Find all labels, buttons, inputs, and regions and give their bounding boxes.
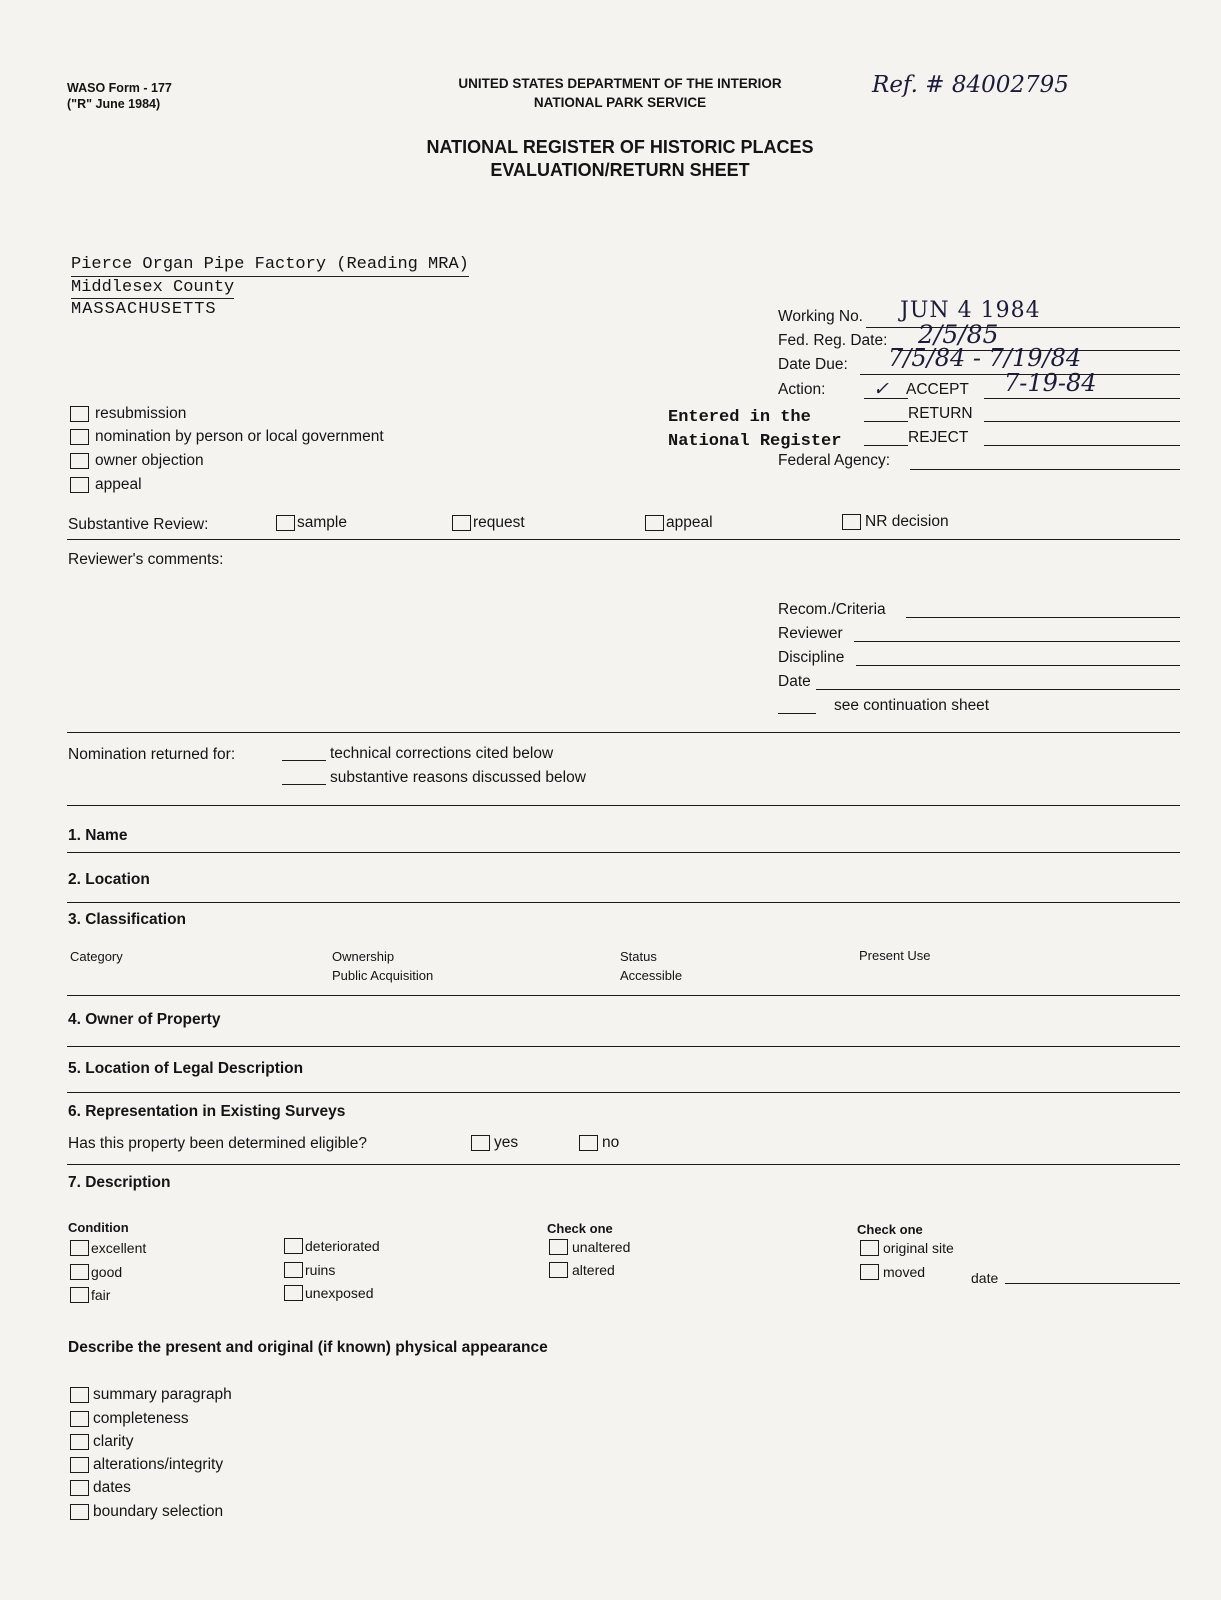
property-name: Pierce Organ Pipe Factory (Reading MRA) — [71, 254, 469, 277]
alterations-integrity-checkbox[interactable] — [70, 1457, 89, 1473]
condition-good-checkbox[interactable] — [70, 1264, 89, 1280]
condition-label: Condition — [68, 1220, 129, 1235]
form-date: ("R" June 1984) — [67, 97, 161, 111]
federal-agency-label: Federal Agency: — [778, 452, 891, 469]
condition-fair-checkbox[interactable] — [70, 1287, 89, 1303]
altered-label: altered — [572, 1262, 615, 1278]
unaltered-label: unaltered — [572, 1239, 631, 1255]
status-label: Status — [620, 949, 657, 964]
return-extra-line — [984, 421, 1180, 422]
review-sample-option[interactable] — [276, 514, 347, 532]
agency-header — [400, 74, 840, 112]
nomination-returned-label: Nomination returned for: — [68, 746, 236, 763]
completeness-checkbox[interactable] — [70, 1411, 89, 1427]
nomination-by-person-option[interactable] — [70, 428, 384, 446]
divider — [67, 732, 1180, 733]
nomination-by-person-checkbox[interactable] — [70, 429, 89, 445]
section-name-heading: 1. Name — [68, 827, 128, 844]
accept-mark: ✓ — [873, 378, 889, 400]
appeal-option[interactable] — [70, 476, 142, 494]
dates-label: dates — [93, 1479, 131, 1496]
continuation-label: see continuation sheet — [834, 697, 990, 714]
resubmission-label: resubmission — [95, 405, 187, 422]
title-line-2: EVALUATION/RETURN SHEET — [490, 160, 750, 180]
boundary-selection-checkbox[interactable] — [70, 1504, 89, 1520]
summary-paragraph-label: summary paragraph — [93, 1386, 232, 1403]
review-request-option[interactable] — [452, 514, 525, 532]
title-line-1: NATIONAL REGISTER OF HISTORIC PLACES — [426, 137, 814, 157]
eligible-no-label: no — [602, 1134, 620, 1151]
review-appeal-label: appeal — [666, 514, 713, 531]
moved-date-line — [1005, 1283, 1180, 1284]
eligible-yes-label: yes — [494, 1134, 519, 1151]
divider — [67, 1092, 1180, 1093]
boundary-selection-option[interactable] — [70, 1503, 223, 1521]
divider — [67, 852, 1180, 853]
clarity-checkbox[interactable] — [70, 1434, 89, 1450]
reviewer-comments-label: Reviewer's comments: — [68, 551, 224, 568]
department: UNITED STATES DEPARTMENT OF THE INTERIOR — [458, 76, 782, 91]
ownership-label: Ownership — [332, 949, 395, 964]
reject-extra-line — [984, 445, 1180, 446]
condition-ruins-option[interactable] — [284, 1262, 335, 1278]
reject-line — [864, 445, 908, 446]
review-nr-decision-option[interactable] — [842, 513, 949, 531]
property-block — [71, 254, 469, 321]
condition-deteriorated-checkbox[interactable] — [284, 1238, 303, 1254]
discipline-label: Discipline — [778, 649, 845, 666]
moved-date-label: date — [971, 1270, 999, 1286]
accept-label: ACCEPT — [906, 381, 969, 398]
service: NATIONAL PARK SERVICE — [533, 95, 707, 110]
accessible-label: Accessible — [620, 968, 683, 983]
ref-note: Ref. # 84002795 — [872, 72, 1069, 98]
reviewer-line — [854, 641, 1180, 642]
technical-line — [282, 760, 326, 761]
section-description-heading: 7. Description — [68, 1174, 171, 1191]
condition-unexposed-label: unexposed — [305, 1285, 374, 1301]
ownership-block — [332, 947, 433, 985]
describe-appearance-label: Describe the present and original (if known) physical appearance — [68, 1339, 548, 1356]
federal-agency-line — [910, 469, 1180, 470]
return-line — [864, 421, 908, 422]
eligible-yes-checkbox[interactable] — [471, 1135, 490, 1151]
return-label: RETURN — [908, 405, 973, 422]
unaltered-option[interactable] — [549, 1239, 630, 1255]
continuation-line — [778, 713, 816, 714]
condition-fair-option[interactable] — [70, 1287, 110, 1303]
completeness-label: completeness — [93, 1410, 189, 1427]
dates-checkbox[interactable] — [70, 1480, 89, 1496]
working-no-label: Working No. — [778, 308, 863, 325]
original-site-label: original site — [883, 1240, 954, 1256]
moved-label: moved — [883, 1264, 926, 1280]
eligible-yes-option[interactable] — [471, 1134, 518, 1152]
eligibility-question: Has this property been determined eligible? — [68, 1135, 367, 1152]
appeal-label: appeal — [95, 476, 142, 493]
divider — [67, 1164, 1180, 1165]
section-location-heading: 2. Location — [68, 871, 150, 888]
original-site-checkbox[interactable] — [860, 1240, 879, 1256]
dates-option[interactable] — [70, 1479, 131, 1497]
recom-criteria-line — [906, 617, 1180, 618]
stamp-line-2: National Register — [668, 432, 842, 451]
summary-paragraph-option[interactable] — [70, 1386, 232, 1404]
fed-reg-value: 2/5/85 — [918, 320, 999, 349]
form-id-block — [67, 80, 172, 112]
reject-label: REJECT — [908, 429, 969, 446]
discipline-line — [856, 665, 1180, 666]
date-line — [816, 689, 1180, 690]
original-site-option[interactable] — [860, 1240, 954, 1256]
nomination-by-person-label: nomination by person or local government — [95, 428, 384, 445]
section-legal-description-heading: 5. Location of Legal Description — [68, 1060, 304, 1077]
owner-objection-checkbox[interactable] — [70, 453, 89, 469]
condition-fair-label: fair — [91, 1287, 111, 1303]
condition-excellent-option[interactable] — [70, 1240, 146, 1256]
working-no-value: JUN 4 1984 — [900, 298, 1041, 323]
condition-ruins-label: ruins — [305, 1262, 336, 1278]
public-acquisition-label: Public Acquisition — [332, 968, 434, 983]
check-one-label-2: Check one — [857, 1222, 923, 1237]
resubmission-checkbox[interactable] — [70, 406, 89, 422]
present-use-label: Present Use — [859, 948, 931, 963]
recom-criteria-label: Recom./Criteria — [778, 601, 886, 618]
accept-date: 7-19-84 — [1004, 369, 1097, 397]
divider — [67, 995, 1180, 996]
review-request-label: request — [473, 514, 525, 531]
divider — [67, 1046, 1180, 1047]
appeal-checkbox[interactable] — [70, 477, 89, 493]
date-due-label: Date Due: — [778, 356, 848, 373]
owner-objection-option[interactable] — [70, 452, 204, 470]
condition-unexposed-checkbox[interactable] — [284, 1285, 303, 1301]
alterations-integrity-label: alterations/integrity — [93, 1456, 224, 1473]
category-label: Category — [70, 949, 123, 964]
completeness-option[interactable] — [70, 1410, 189, 1428]
property-state: MASSACHUSETTS — [71, 300, 217, 319]
condition-excellent-checkbox[interactable] — [70, 1240, 89, 1256]
entered-stamp — [668, 406, 841, 454]
moved-option[interactable] — [860, 1264, 925, 1280]
section-owner-heading: 4. Owner of Property — [68, 1011, 221, 1028]
accept-date-line — [984, 398, 1180, 399]
fed-reg-label: Fed. Reg. Date: — [778, 332, 888, 349]
review-sample-checkbox[interactable] — [276, 515, 295, 531]
check-one-label-1: Check one — [547, 1221, 613, 1236]
review-nr-decision-checkbox[interactable] — [842, 514, 861, 530]
condition-deteriorated-option[interactable] — [284, 1238, 380, 1254]
altered-checkbox[interactable] — [549, 1262, 568, 1278]
review-appeal-checkbox[interactable] — [645, 515, 664, 531]
review-nr-decision-label: NR decision — [865, 513, 949, 530]
form-id: WASO Form - 177 — [67, 81, 172, 95]
summary-paragraph-checkbox[interactable] — [70, 1387, 89, 1403]
condition-ruins-checkbox[interactable] — [284, 1262, 303, 1278]
action-label: Action: — [778, 381, 826, 398]
date-due-value: 7/5/84 - 7/19/84 — [888, 344, 1082, 372]
resubmission-option[interactable] — [70, 405, 186, 423]
working-no-line — [866, 327, 1180, 328]
condition-good-label: good — [91, 1264, 123, 1280]
substantive-line — [282, 784, 326, 785]
stamp-line-1: Entered in the — [668, 408, 811, 427]
status-block — [620, 947, 682, 985]
divider — [67, 805, 1180, 806]
section-surveys-heading: 6. Representation in Existing Surveys — [68, 1103, 346, 1120]
review-request-checkbox[interactable] — [452, 515, 471, 531]
condition-good-option[interactable] — [70, 1264, 122, 1280]
moved-checkbox[interactable] — [860, 1264, 879, 1280]
property-county: Middlesex County — [71, 277, 234, 300]
technical-label: technical corrections cited below — [330, 745, 554, 762]
substantive-review-label: Substantive Review: — [68, 516, 209, 533]
alterations-integrity-option[interactable] — [70, 1456, 223, 1474]
clarity-label: clarity — [93, 1433, 134, 1450]
divider — [67, 902, 1180, 903]
altered-option[interactable] — [549, 1262, 615, 1278]
date-label: Date — [778, 673, 811, 690]
review-appeal-option[interactable] — [645, 514, 713, 532]
condition-unexposed-option[interactable] — [284, 1285, 374, 1301]
section-classification-heading: 3. Classification — [68, 911, 187, 928]
eligible-no-checkbox[interactable] — [579, 1135, 598, 1151]
boundary-selection-label: boundary selection — [93, 1503, 224, 1520]
substantive-label: substantive reasons discussed below — [330, 769, 586, 786]
review-sample-label: sample — [297, 514, 347, 531]
owner-objection-label: owner objection — [95, 452, 204, 469]
reviewer-label: Reviewer — [778, 625, 843, 642]
eligible-no-option[interactable] — [579, 1134, 619, 1152]
divider — [67, 539, 1180, 540]
form-title — [350, 136, 890, 182]
unaltered-checkbox[interactable] — [549, 1239, 568, 1255]
condition-deteriorated-label: deteriorated — [305, 1238, 380, 1254]
condition-excellent-label: excellent — [91, 1240, 147, 1256]
clarity-option[interactable] — [70, 1433, 133, 1451]
